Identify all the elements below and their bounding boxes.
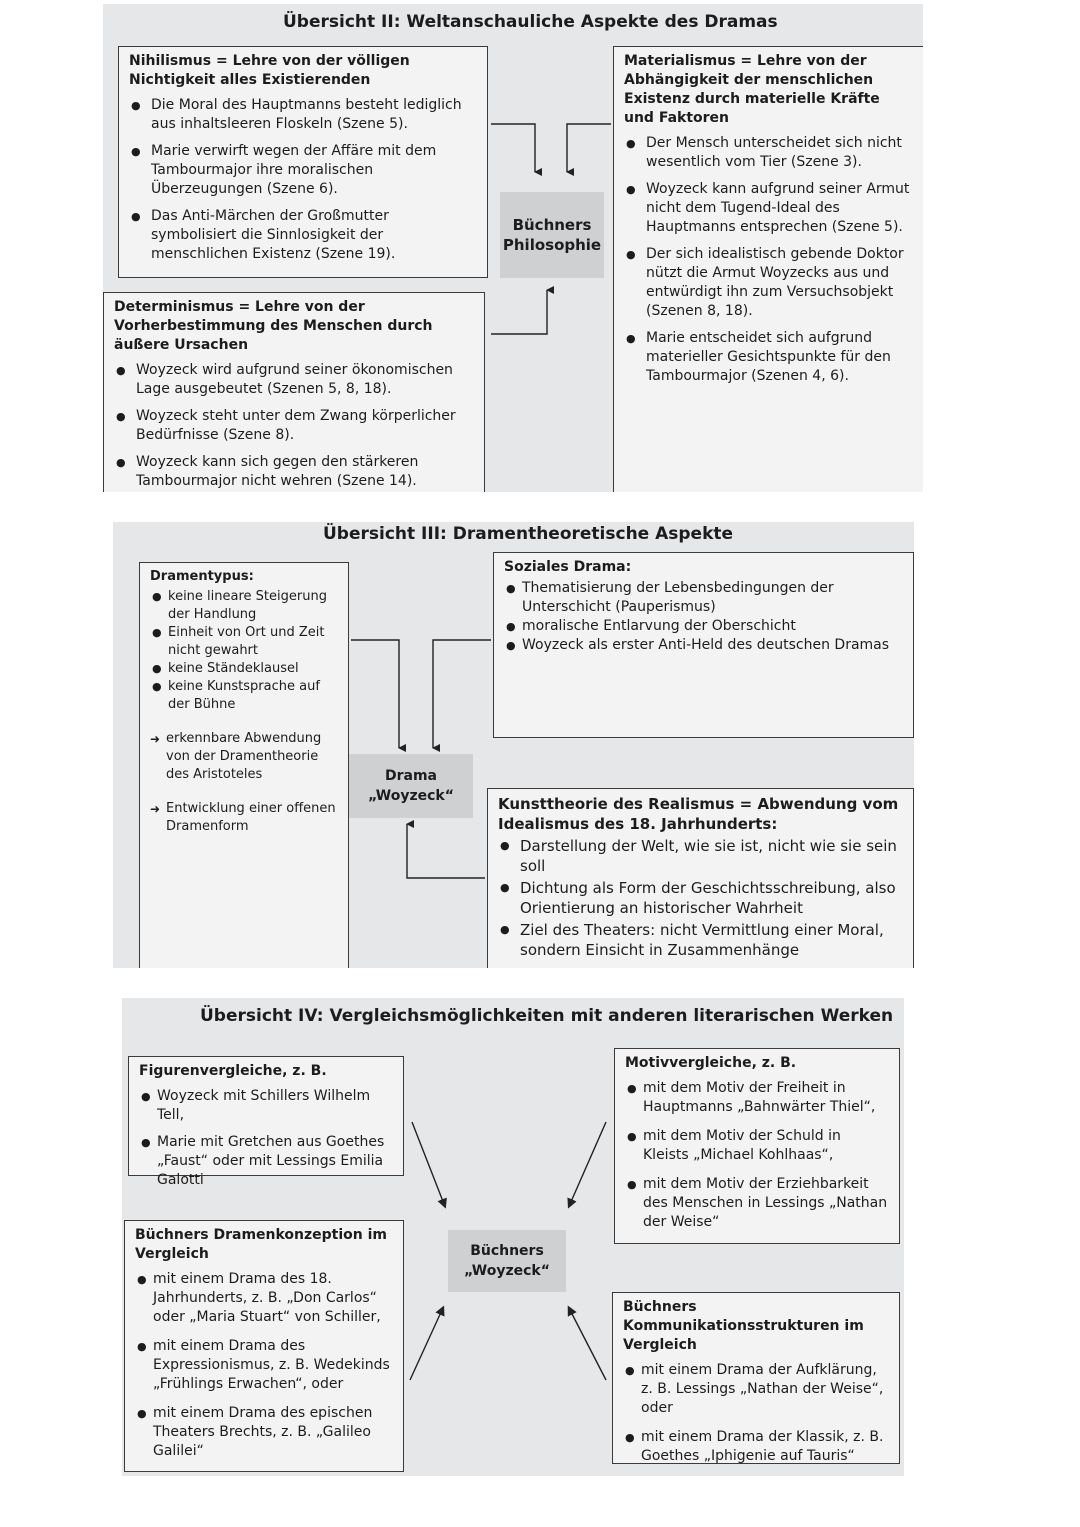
list-item: ● Darstellung der Welt, wie sie ist, nicht wie sie sein soll	[498, 836, 903, 876]
list-item: ● Marie entscheidet sich aufgrund materieller Gesichtspunkte für den Tambourmajor (Szenen 4, 6).	[624, 329, 914, 386]
list-item: ● mit einem Drama des 18. Jahrhunderts, z. B. „Don Carlos“ oder „Maria Stuart“ von Schiller,	[135, 1270, 393, 1327]
dramentypus-head: Dramentypus:	[150, 569, 254, 584]
list-item: ● Dichtung als Form der Geschichtsschreibung, also Orientierung an historischer Wahrheit	[498, 878, 903, 918]
list-item: ● mit dem Motiv der Freiheit in Hauptmanns „Bahnwärter Thiel“,	[625, 1079, 889, 1117]
communication-head: Büchners Kommunikationsstrukturen im Vergleich	[623, 1299, 864, 1353]
list-item: ● Marie mit Gretchen aus Goethes „Faust“ oder mit Lessings Emilia Galotti	[139, 1133, 393, 1190]
philosophy-center: Büchners Philosophie	[500, 192, 604, 278]
list-item: ● keine lineare Steigerung der Handlung	[150, 588, 338, 624]
center-line-1: Büchners	[470, 1243, 544, 1259]
figure-comparison-head: Figurenvergleiche, z. B.	[139, 1063, 327, 1079]
list-item: ● Woyzeck kann aufgrund seiner Armut nicht dem Tugend-Ideal des Hauptmanns entsprechen (Szene 5).	[624, 180, 914, 237]
list-item: ● Die Moral des Hauptmanns besteht lediglich aus inhaltsleeren Floskeln (Szene 5).	[129, 96, 477, 134]
drama-concept-head: Büchners Dramenkonzeption im Vergleich	[135, 1227, 388, 1262]
center-line-2: „Woyzeck“	[368, 788, 454, 804]
overview-2-panel	[103, 4, 923, 492]
list-item: ● mit dem Motiv der Schuld in Kleists „Michael Kohlhaas“,	[625, 1127, 889, 1165]
list-item: ● Der Mensch unterscheidet sich nicht wesentlich vom Tier (Szene 3).	[624, 134, 914, 172]
list-item: ● Woyzeck steht unter dem Zwang körperlicher Bedürfnisse (Szene 8).	[114, 407, 474, 445]
list-item: ● Woyzeck als erster Anti-Held des deutschen Dramas	[504, 636, 903, 655]
overview-4-connectors	[122, 998, 904, 1476]
overview-3-panel	[113, 522, 914, 968]
overview-4-title: Übersicht IV: Vergleichsmöglichkeiten mit anderen literarischen Werken	[200, 1006, 894, 1026]
list-item: ● Das Anti-Märchen der Großmutter symbolisiert die Sinnlosigkeit der menschlichen Existenz (Szene 19).	[129, 207, 477, 264]
overview-3-connectors	[113, 522, 914, 968]
list-item: ● moralische Entlarvung der Oberschicht	[504, 617, 903, 636]
list-item: ● Woyzeck kann sich gegen den stärkeren Tambourmajor nicht wehren (Szene 14).	[114, 453, 474, 491]
list-item: ● Ziel des Theaters: nicht Vermittlung einer Moral, sondern Einsicht in Zusammenhänge	[498, 920, 903, 960]
list-item: ● Der sich idealistisch gebende Doktor nützt die Armut Woyzecks aus und entwürdigt ihn zum Versuchsobjekt (Szenen 8, 18).	[624, 245, 914, 321]
motif-comparison-head: Motivvergleiche, z. B.	[625, 1055, 797, 1071]
list-item: ● Woyzeck wird aufgrund seiner ökonomischen Lage ausgebeutet (Szenen 5, 8, 18).	[114, 361, 474, 399]
list-item: ● mit einem Drama des Expressionismus, z. B. Wedekinds „Frühlings Erwachen“, oder	[135, 1337, 393, 1394]
overview-2-connectors	[103, 4, 923, 492]
center-line-2: „Woyzeck“	[464, 1263, 550, 1279]
overview-4-panel	[122, 998, 904, 1476]
social-drama-head: Soziales Drama:	[504, 559, 632, 575]
materialism-head: Materialismus = Lehre von der Abhängigkeit der menschlichen Existenz durch materielle Kräfte und Faktoren	[624, 53, 880, 126]
list-item: ● mit einem Drama des epischen Theaters Brechts, z. B. „Galileo Galilei“	[135, 1404, 393, 1461]
determinism-head: Determinismus = Lehre von der Vorherbestimmung des Menschen durch äußere Ursachen	[114, 299, 433, 353]
overview-3-title: Übersicht III: Dramentheoretische Aspekte	[323, 524, 734, 544]
list-item: ● Einheit von Ort und Zeit nicht gewahrt	[150, 624, 338, 660]
list-item: ● Thematisierung der Lebensbedingungen der Unterschicht (Pauperismus)	[504, 579, 903, 617]
list-item: ● mit einem Drama der Aufklärung, z. B. Lessings „Nathan der Weise“, oder	[623, 1361, 889, 1418]
overview-2-title: Übersicht II: Weltanschauliche Aspekte des Dramas	[283, 12, 778, 32]
list-item: ● mit dem Motiv der Erziehbarkeit des Menschen in Lessings „Nathan der Weise“	[625, 1175, 889, 1232]
list-item: ● keine Kunstsprache auf der Bühne	[150, 678, 338, 714]
list-item: ● mit einem Drama der Klassik, z. B. Goethes „Iphigenie auf Tauris“	[623, 1428, 889, 1466]
list-item: ● Woyzeck mit Schillers Wilhelm Tell,	[139, 1087, 393, 1125]
list-item: ● Marie verwirft wegen der Affäre mit dem Tambourmajor ihre moralischen Überzeugungen (Szene 6).	[129, 142, 477, 199]
center-line-1: Drama	[384, 768, 437, 784]
aristoteles-conclusion: ➜ erkennbare Abwendung von der Dramentheorie des Aristoteles	[150, 730, 338, 784]
list-item: ● keine Ständeklausel	[150, 660, 338, 678]
realism-head: Kunsttheorie des Realismus = Abwendung vom Idealismus des 18. Jahrhunderts:	[498, 795, 899, 833]
open-form-conclusion: ➜ Entwicklung einer offenen Dramenform	[150, 800, 338, 836]
nihilism-head: Nihilismus = Lehre von der völligen Nichtigkeit alles Existierenden	[129, 53, 410, 88]
